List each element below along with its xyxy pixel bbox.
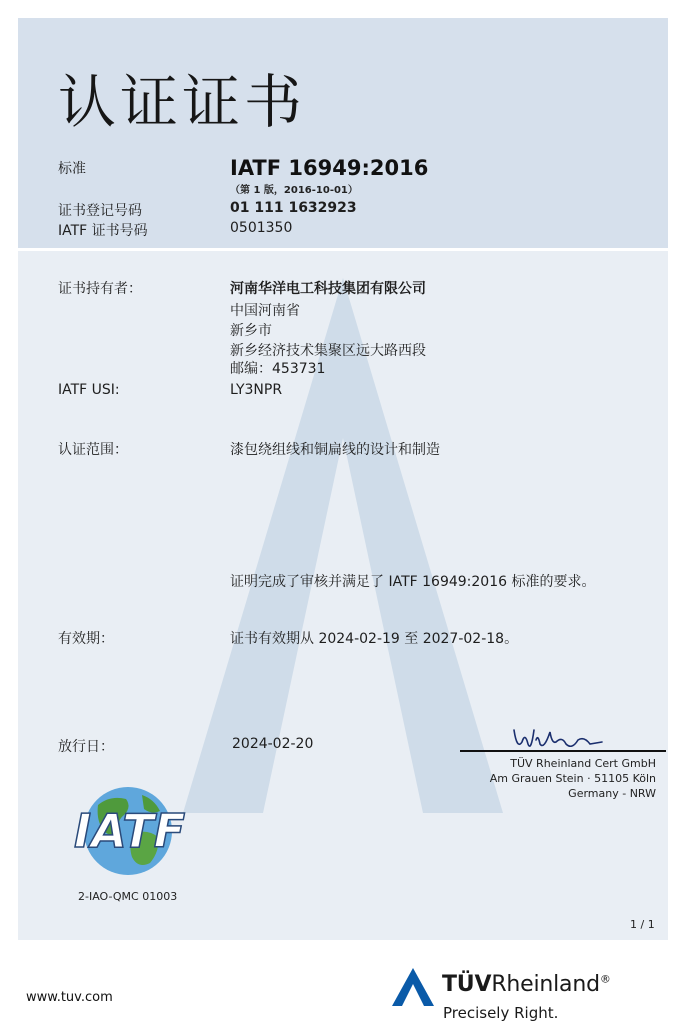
iatf-logo-text: IATF [74,804,186,858]
iatf-cert-label: IATF 证书号码 [58,223,148,239]
compliance-statement: 证明完成了审核并满足了 IATF 16949:2016 标准的要求。 [230,574,596,590]
signature-line [460,750,666,752]
tuv-brand [442,972,611,997]
validity-label: 有效期： [58,631,114,647]
issuer-line: Am Grauen Stein · 51105 Köln [489,772,656,785]
issue-date-label: 放行日： [58,739,114,755]
holder-address-line: 新乡经济技术集聚区远大路西段 [230,343,426,359]
holder-address-line: 邮编：453731 [230,361,326,377]
cert-reg-value: 01 111 1632923 [230,200,357,216]
tuv-tagline: Precisely Right. [443,1004,559,1022]
standard-value: IATF 16949:2016 [230,156,429,180]
signature-icon [510,720,606,754]
certificate-title: 认证证书 [58,68,307,136]
certificate [18,18,668,940]
usi-label: IATF USI: [58,382,120,398]
holder-address-line: 中国河南省 [230,303,300,319]
tuv-brand-rest: Rheinland [491,972,600,997]
page-number: 1 / 1 [630,918,655,931]
tuv-brand-bold: TÜV [442,972,492,997]
issuer-line: TÜV Rheinland Cert GmbH [510,757,656,770]
standard-edition: （第 1 版，2016-10-01） [230,185,358,196]
iatf-globe-logo [58,773,188,883]
cert-reg-label: 证书登记号码 [58,203,142,219]
issuer-line: Germany - NRW [568,787,656,800]
registered-mark: ® [599,972,611,986]
holder-address-line: 新乡市 [230,323,272,339]
issue-date-value: 2024-02-20 [232,736,314,752]
usi-value: LY3NPR [230,382,283,398]
holder-label: 证书持有者： [58,281,142,297]
scope-value: 漆包绕组线和铜扁线的设计和制造 [230,442,440,458]
tuv-triangle-logo-icon [390,966,436,1008]
validity-value: 证书有效期从 2024-02-19 至 2027-02-18。 [230,631,519,647]
scope-label: 认证范围： [58,442,128,458]
standard-label: 标准 [58,161,86,177]
footer-url: www.tuv.com [26,990,113,1005]
holder-name: 河南华洋电工科技集团有限公司 [230,281,426,297]
issuer-address [458,756,656,801]
iatf-cert-value: 0501350 [230,220,293,236]
document-code: 2-IAO-QMC 01003 [78,890,178,903]
